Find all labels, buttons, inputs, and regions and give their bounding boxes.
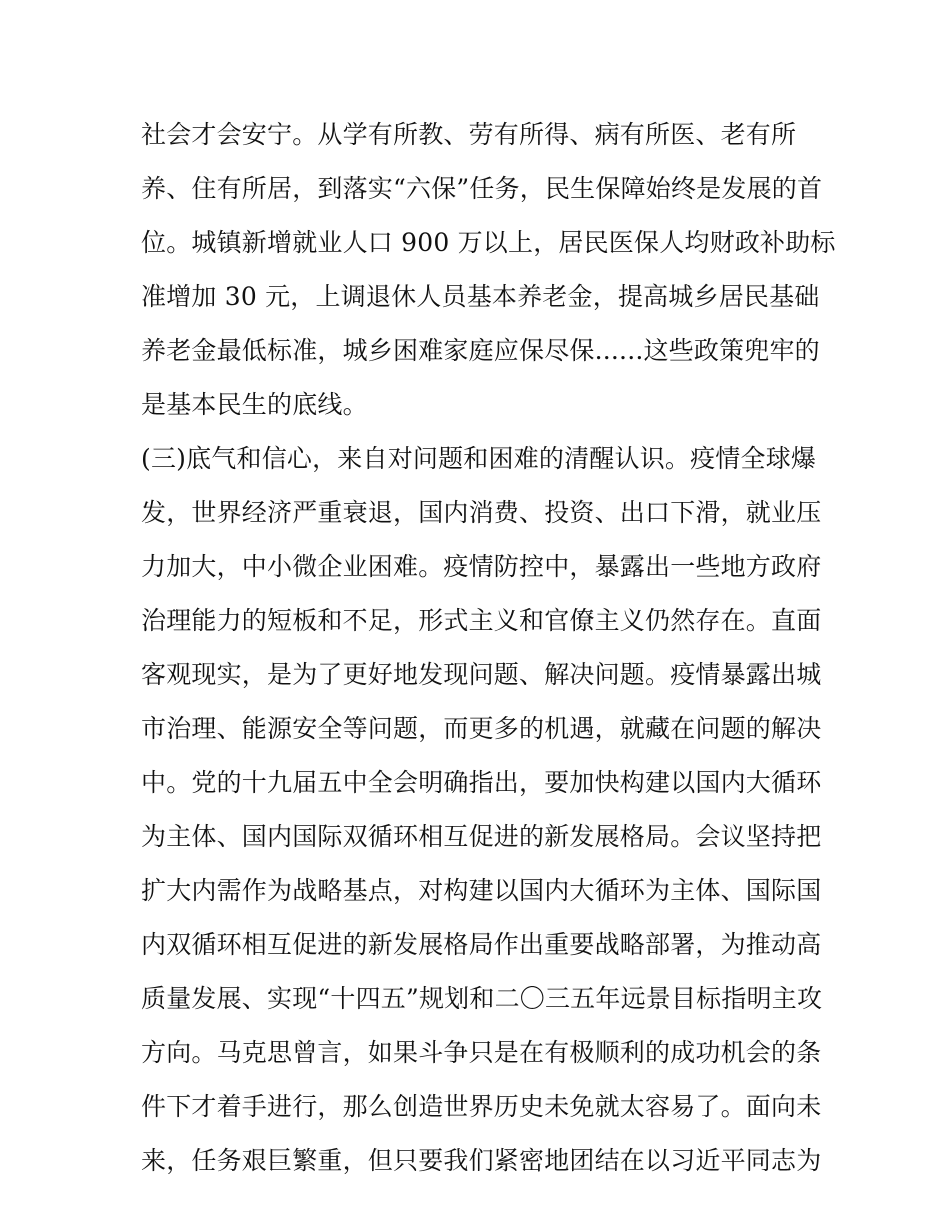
text-line: 来，任务艰巨繁重，但只要我们紧密地团结在以习近平同志为 — [141, 1146, 822, 1175]
text-line: 内双循环相互促进的新发展格局作出重要战略部署，为推动高 — [141, 930, 822, 959]
body-text — [141, 108, 836, 1188]
text-line: 件下才着手进行，那么创造世界历史未免就太容易了。面向未 — [141, 1092, 822, 1121]
text-line: 中。党的十九届五中全会明确指出，要加快构建以国内大循环 — [141, 768, 822, 797]
text-line: 社会才会安宁。从学有所教、劳有所得、病有所医、老有所 — [141, 120, 797, 149]
section-heading-line: (三)底气和信心，来自对问题和困难的清醒认识。疫情全球爆 — [141, 444, 817, 473]
text-line: 方向。马克思曾言，如果斗争只是在有极顺利的成功机会的条 — [141, 1038, 822, 1067]
text-line: 是基本民生的底线。 — [141, 390, 368, 419]
text-line: 为主体、国内国际双循环相互促进的新发展格局。会议坚持把 — [141, 822, 822, 851]
text-line: 客观现实，是为了更好地发现问题、解决问题。疫情暴露出城 — [141, 660, 822, 689]
text-line: 准增加 30 元，上调退休人员基本养老金，提高城乡居民基础 — [141, 282, 820, 311]
text-line: 扩大内需作为战略基点，对构建以国内大循环为主体、国际国 — [141, 876, 822, 905]
text-line: 位。城镇新增就业人口 900 万以上，居民医保人均财政补助标 — [141, 228, 836, 257]
text-line: 力加大，中小微企业困难。疫情防控中，暴露出一些地方政府 — [141, 552, 822, 581]
text-line: 养、住有所居，到落实“六保”任务，民生保障始终是发展的首 — [141, 174, 823, 203]
text-line: 养老金最低标准，城乡困难家庭应保尽保......这些政策兜牢的 — [141, 336, 820, 365]
text-line: 质量发展、实现“十四五”规划和二〇三五年远景目标指明主攻 — [141, 984, 823, 1013]
text-line: 发，世界经济严重衰退，国内消费、投资、出口下滑，就业压 — [141, 498, 822, 527]
text-line: 治理能力的短板和不足，形式主义和官僚主义仍然存在。直面 — [141, 606, 822, 635]
text-line: 市治理、能源安全等问题，而更多的机遇，就藏在问题的解决 — [141, 714, 822, 743]
